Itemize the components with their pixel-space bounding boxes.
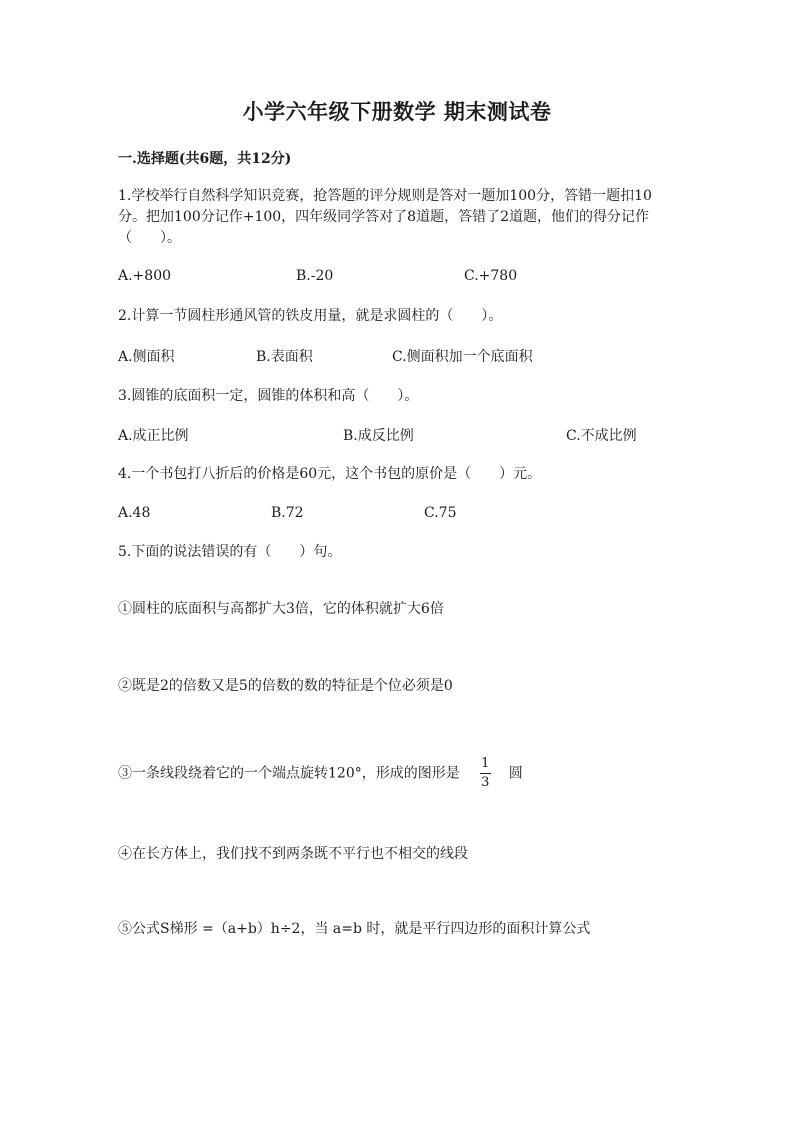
question-4-option-c: C.75 [424, 505, 457, 521]
statement-1: ①圆柱的底面积与高都扩大3倍，它的体积就扩大6倍 [118, 601, 444, 617]
fraction-numerator: 1 [481, 756, 490, 771]
question-2-option-c: C.侧面积加一个底面积 [392, 349, 533, 365]
question-1-option-a: A.+800 [118, 268, 172, 284]
statement-3-suffix: 圆 [508, 765, 523, 782]
statement-3-text: ③一条线段绕着它的一个端点旋转120°，形成的图形是 [118, 765, 460, 782]
question-1-option-b: B.-20 [296, 268, 334, 284]
question-1-option-c: C.+780 [464, 268, 518, 284]
page-title: 小学六年级下册数学 期末测试卷 [242, 99, 552, 124]
question-2-text: 2.计算一节圆柱形通风管的铁皮用量，就是求圆柱的（ ）。 [118, 308, 503, 324]
question-4-option-a: A.48 [118, 505, 151, 521]
question-3-option-a: A.成正比例 [118, 428, 189, 444]
statement-5: ⑤公式S梯形 =（a+b）h÷2，当 a=b 时，就是平行四边形的面积计算公式 [118, 921, 591, 937]
question-1-text: 1.学校举行自然科学知识竞赛，抢答题的评分规则是答对一题加100分，答错一题扣10分。把加100分记作+100，四年级同学答对了8道题，答错了2道题，他们的得分记作（ ）。 [118, 188, 652, 246]
statement-4: ④在长方体上，我们找不到两条既不平行也不相交的线段 [118, 846, 468, 862]
question-2-option-b: B.表面积 [256, 349, 313, 365]
question-3-option-b: B.成反比例 [343, 428, 414, 444]
question-5-text: 5.下面的说法错误的有（ ）句。 [118, 544, 342, 560]
section-heading: 一.选择题(共6题，共12分) [118, 151, 292, 167]
question-3-text: 3.圆锥的底面积一定，圆锥的体积和高（ ）。 [118, 388, 419, 404]
fraction-bar [480, 773, 491, 774]
question-4-option-b: B.72 [271, 505, 304, 521]
fraction-one-third [480, 757, 491, 790]
fraction-denominator: 3 [481, 775, 490, 790]
question-2-option-a: A.侧面积 [118, 349, 175, 365]
statement-2: ②既是2的倍数又是5的倍数的数的特征是个位必须是0 [118, 678, 453, 694]
question-4-text: 4.一个书包打八折后的价格是60元，这个书包的原价是（ ）元。 [118, 466, 542, 482]
question-3-option-c: C.不成比例 [566, 428, 637, 444]
statement-3 [118, 757, 523, 790]
